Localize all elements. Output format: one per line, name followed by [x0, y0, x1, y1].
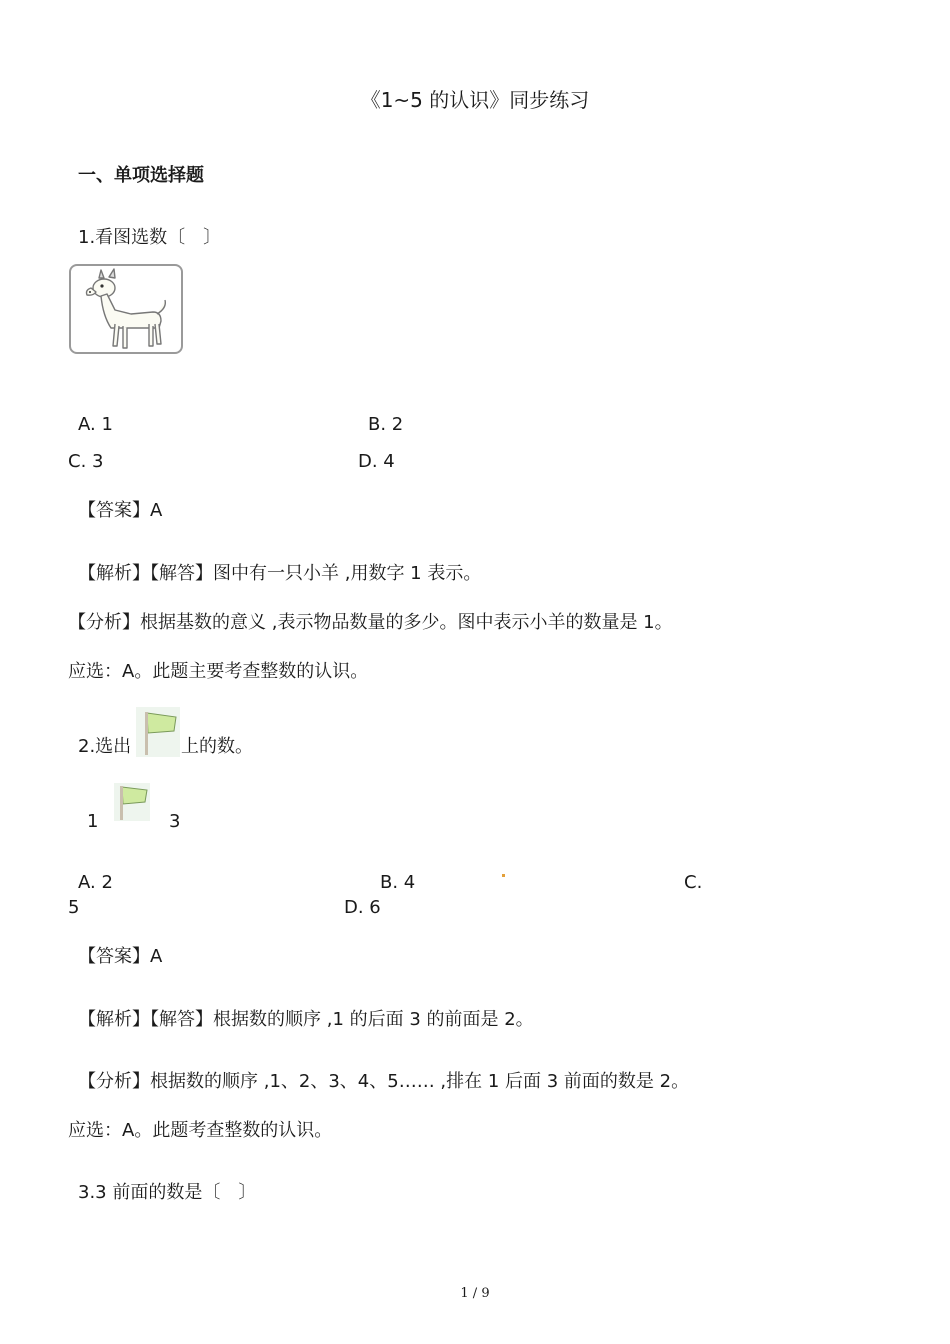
goat-icon	[71, 266, 181, 352]
q3-stem: 3.3 前面的数是〔 〕	[78, 1182, 257, 1203]
q2-stem-before: 2.选出	[78, 736, 132, 757]
q2-explanation: 【解析】【解答】根据数的顺序 ,1 的后面 3 的前面是 2。	[78, 1009, 534, 1030]
flag-icon	[136, 707, 180, 757]
q2-answer: 【答案】A	[78, 946, 163, 967]
page-number: 1 / 9	[460, 1286, 490, 1301]
q2-sequence-flag	[114, 783, 150, 821]
q2-analysis: 【分析】根据数的顺序 ,1、2、3、4、5…… ,排在 1 后面 3 前面的数是 2。	[78, 1071, 690, 1092]
q1-option-a[interactable]: A. 1	[78, 414, 113, 435]
q2-option-b[interactable]: B. 4	[380, 872, 416, 893]
q2-stem-after: 上的数。	[181, 736, 253, 757]
q2-option-d[interactable]: D. 6	[344, 897, 381, 918]
q1-explanation: 【解析】【解答】图中有一只小羊 ,用数字 1 表示。	[78, 563, 482, 584]
q2-option-c-value[interactable]: 5	[68, 897, 80, 918]
q1-conclusion: 应选：A。此题主要考查整数的认识。	[68, 661, 369, 682]
stray-dot	[502, 874, 505, 877]
flag-icon	[114, 783, 150, 821]
q2-sequence-left: 1	[87, 811, 99, 832]
q1-option-b[interactable]: B. 2	[368, 414, 404, 435]
q1-analysis: 【分析】根据基数的意义 ,表示物品数量的多少。图中表示小羊的数量是 1。	[68, 612, 673, 633]
q1-image	[69, 264, 183, 354]
q2-sequence-right: 3	[169, 811, 181, 832]
q2-flag-image	[136, 707, 180, 757]
q1-option-d[interactable]: D. 4	[358, 451, 395, 472]
page-title: 《1~5 的认识》同步练习	[360, 88, 590, 112]
q2-conclusion: 应选：A。此题考查整数的认识。	[68, 1120, 333, 1141]
q1-option-c[interactable]: C. 3	[68, 451, 104, 472]
q1-stem: 1.看图选数〔 〕	[78, 227, 222, 248]
q2-option-a[interactable]: A. 2	[78, 872, 113, 893]
section-heading: 一、单项选择题	[78, 165, 204, 186]
q1-answer: 【答案】A	[78, 500, 163, 521]
q2-option-c[interactable]: C.	[684, 872, 703, 893]
